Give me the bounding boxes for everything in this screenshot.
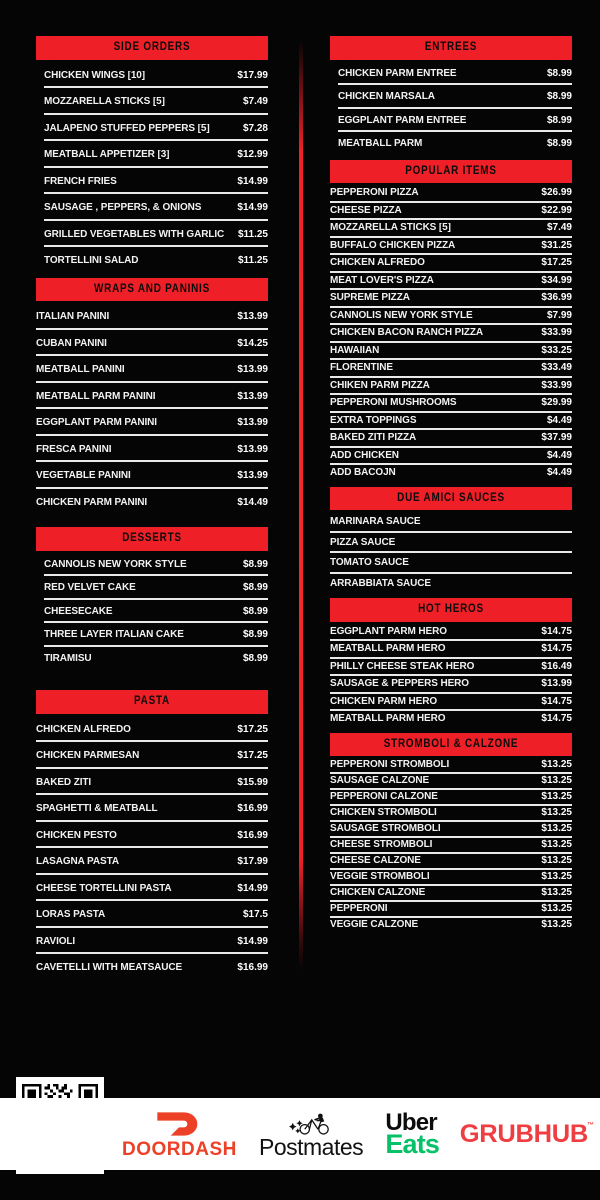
section-items-wraps-and-paninis — [36, 303, 268, 513]
section-header-desserts — [36, 527, 268, 551]
menu-item-row[interactable] — [36, 409, 268, 436]
uber-label: Uber — [385, 1108, 437, 1136]
menu-item-row[interactable] — [330, 255, 572, 273]
menu-item-price: $22.99 — [541, 204, 572, 216]
menu-item-name: CHICKEN MARSALA — [338, 92, 435, 102]
menu-item-price: $8.99 — [242, 605, 268, 617]
delivery-logos — [112, 1098, 600, 1170]
menu-item-price: $33.25 — [541, 344, 572, 356]
section-header-stromboli-and-calzone — [330, 733, 572, 757]
menu-item-row[interactable] — [44, 88, 268, 115]
menu-item-price: $8.99 — [242, 558, 268, 570]
menu-item-name: SAUSAGE STROMBOLI — [330, 824, 441, 834]
menu-item-name: CHICKEN ALFREDO — [36, 724, 131, 735]
menu-item-row[interactable] — [330, 203, 572, 221]
section-header-entrees — [330, 36, 572, 60]
menu-item-price: $13.99 — [237, 390, 268, 402]
menu-item-price: $17.99 — [237, 856, 268, 867]
section-items-due-amici-sauces — [330, 512, 572, 592]
doordash-logo[interactable] — [122, 1109, 237, 1159]
menu-item-price: $8.99 — [242, 629, 268, 640]
menu-item-price: $16.99 — [237, 962, 268, 973]
menu-item-name: PEPPERONI MUSHROOMS — [330, 398, 457, 408]
menu-item-price: $14.99 — [237, 175, 268, 187]
menu-item-row[interactable] — [338, 62, 572, 86]
menu-item-row[interactable] — [44, 168, 268, 195]
menu-item-row[interactable] — [330, 790, 572, 806]
menu-item-name: VEGGIE STROMBOLI — [330, 872, 430, 882]
section-items-pasta — [36, 716, 268, 979]
menu-item-row[interactable] — [44, 194, 268, 221]
menu-item-price: $7.28 — [242, 122, 268, 134]
menu-item-row[interactable] — [330, 758, 572, 774]
menu-item-row[interactable] — [330, 641, 572, 659]
menu-item-row[interactable] — [330, 512, 572, 533]
menu-item-row[interactable] — [330, 838, 572, 854]
menu-item-price: $14.75 — [541, 643, 572, 654]
menu-item-name: ARRABBIATA SAUCE — [330, 578, 431, 589]
menu-item-name: MEAT LOVER'S PIZZA — [330, 275, 434, 286]
menu-item-price: $14.99 — [237, 882, 268, 894]
menu-item-row[interactable] — [330, 774, 572, 790]
menu-item-name: THREE LAYER ITALIAN CAKE — [44, 630, 184, 640]
menu-item-name: CHICKEN PARM HERO — [330, 696, 438, 707]
menu-item-price: $36.99 — [541, 292, 572, 303]
menu-item-row[interactable] — [36, 742, 268, 769]
menu-item-price: $33.99 — [541, 327, 572, 338]
grubhub-trademark: ™ — [586, 1121, 594, 1129]
menu-item-row[interactable] — [330, 413, 572, 431]
menu-item-price: $13.25 — [541, 855, 572, 866]
menu-item-price: $8.99 — [242, 652, 268, 664]
section-items-desserts — [36, 553, 268, 669]
section-items-stromboli-and-calzone — [330, 758, 572, 932]
menu-item-name: SPAGHETTI & MEATBALL — [36, 804, 158, 814]
postmates-logo[interactable] — [259, 1110, 363, 1159]
menu-item-price: $33.99 — [541, 379, 572, 391]
section-header-wraps-and-paninis — [36, 278, 268, 302]
grubhub-logo[interactable] — [460, 1119, 594, 1148]
menu-item-row[interactable] — [330, 624, 572, 642]
menu-item-name: CANNOLIS NEW YORK STYLE — [330, 310, 473, 321]
menu-item-name: MEATBALL PANINI — [36, 365, 125, 375]
menu-item-price: $14.49 — [237, 496, 268, 508]
section-items-popular-items — [330, 185, 572, 481]
menu-item-name: CHICKEN BACON RANCH PIZZA — [330, 328, 484, 338]
left-menu-column — [0, 36, 300, 1200]
menu-item-row[interactable] — [36, 875, 268, 902]
menu-item-row[interactable] — [330, 870, 572, 886]
menu-item-price: $17.25 — [237, 723, 268, 735]
section-title: POPULAR ITEMS — [347, 160, 555, 184]
menu-item-row[interactable] — [330, 448, 572, 466]
menu-item-price: $13.25 — [541, 759, 572, 770]
menu-item-name: FRENCH FRIES — [44, 176, 117, 187]
menu-item-price: $14.99 — [237, 202, 268, 213]
menu-item-name: TOMATO SAUCE — [330, 558, 409, 568]
menu-item-name: TORTELLINI SALAD — [44, 256, 139, 266]
menu-item-name: CHICKEN CALZONE — [330, 888, 426, 898]
menu-item-row[interactable] — [36, 356, 268, 383]
section-items-hot-heros — [330, 624, 572, 727]
menu-item-name: MEATBALL PARM HERO — [330, 644, 446, 654]
menu-item-row[interactable] — [36, 330, 268, 357]
menu-item-price: $7.49 — [242, 96, 268, 107]
menu-item-row[interactable] — [330, 325, 572, 343]
menu-item-price: $4.49 — [546, 414, 572, 426]
menu-item-price: $13.99 — [541, 678, 572, 689]
menu-item-row[interactable] — [338, 109, 572, 133]
menu-item-price: $13.99 — [237, 470, 268, 481]
menu-item-row[interactable] — [36, 822, 268, 849]
menu-item-row[interactable] — [330, 395, 572, 413]
menu-item-price: $13.25 — [541, 839, 572, 850]
menu-item-price: $13.99 — [237, 311, 268, 322]
menu-item-name: ITALIAN PANINI — [36, 312, 110, 322]
menu-item-row[interactable] — [44, 623, 268, 647]
menu-item-name: CHICKEN PARM ENTREE — [338, 68, 457, 79]
menu-item-row[interactable] — [330, 308, 572, 326]
menu-item-row[interactable] — [330, 360, 572, 378]
menu-item-row[interactable] — [330, 711, 572, 727]
menu-item-price: $8.99 — [242, 582, 268, 593]
menu-item-row[interactable] — [44, 247, 268, 272]
menu-item-name: CHICKEN PARMESAN — [36, 751, 140, 761]
section-title: WRAPS AND PANINIS — [52, 278, 252, 302]
section-header-due-amici-sauces — [330, 487, 572, 511]
menu-item-price: $8.99 — [546, 114, 572, 126]
menu-item-price: $8.99 — [546, 91, 572, 102]
menu-item-price: $16.49 — [541, 660, 572, 672]
menu-item-name: CHEESE PIZZA — [330, 205, 402, 216]
menu-item-row[interactable] — [44, 576, 268, 600]
menu-item-price: $8.99 — [546, 67, 572, 79]
eats-label: Eats — [385, 1128, 440, 1159]
menu-item-name: CHICKEN PARM PANINI — [36, 497, 148, 508]
menu-item-row[interactable] — [330, 806, 572, 822]
menu-item-price: $14.75 — [541, 713, 572, 724]
menu-item-name: RAVIOLI — [36, 936, 76, 947]
section-title: SIDE ORDERS — [52, 36, 252, 60]
menu-item-price: $17.25 — [237, 750, 268, 761]
menu-item-name: PEPPERONI — [330, 904, 388, 914]
menu-item-name: JALAPENO STUFFED PEPPERS [5] — [44, 123, 210, 134]
menu-item-price: $13.25 — [541, 871, 572, 882]
menu-item-name: PEPPERONI STROMBOLI — [330, 760, 450, 770]
menu-item-name: TIRAMISU — [44, 653, 92, 664]
menu-item-row[interactable] — [44, 221, 268, 248]
section-title: DESSERTS — [52, 527, 252, 551]
section-header-popular-items — [330, 160, 572, 184]
menu-item-name: SAUSAGE CALZONE — [330, 776, 430, 786]
menu-item-price: $12.99 — [237, 149, 268, 160]
menu-item-name: LASAGNA PASTA — [36, 857, 119, 867]
menu-item-row[interactable] — [330, 659, 572, 677]
menu-item-price: $14.25 — [237, 337, 268, 349]
menu-item-row[interactable] — [338, 85, 572, 109]
menu-item-name: MEATBALL APPETIZER [3] — [44, 150, 170, 160]
menu-item-price: $26.99 — [541, 187, 572, 198]
menu-item-price: $14.75 — [541, 625, 572, 637]
menu-item-name: HAWAIIAN — [330, 345, 380, 356]
section-title: STROMBOLI & CALZONE — [347, 733, 555, 757]
menu-item-name: BAKED ZITI PIZZA — [330, 433, 417, 443]
menu-item-name: GRILLED VEGETABLES WITH GARLIC — [44, 229, 225, 240]
menu-item-name: MOZZARELLA STICKS [5] — [330, 223, 451, 233]
menu-item-name: RED VELVET CAKE — [44, 583, 136, 593]
menu-item-name: CHEESE STROMBOLI — [330, 840, 433, 850]
menu-item-name: CUBAN PANINI — [36, 338, 107, 349]
menu-item-price: $13.99 — [237, 417, 268, 428]
menu-item-price: $13.25 — [541, 919, 572, 930]
menu-item-name: PEPPERONI CALZONE — [330, 792, 438, 802]
menu-item-name: FLORENTINE — [330, 363, 393, 373]
section-title: DUE AMICI SAUCES — [347, 487, 555, 511]
menu-item-name: PHILLY CHEESE STEAK HERO — [330, 661, 475, 672]
menu-item-row[interactable] — [36, 954, 268, 979]
menu-item-row[interactable] — [330, 290, 572, 308]
menu-item-name: CHICKEN WINGS [10] — [44, 70, 145, 81]
menu-item-row[interactable] — [330, 185, 572, 203]
menu-item-name: PEPPERONI PIZZA — [330, 188, 419, 198]
menu-item-name: EGGPLANT PARM PANINI — [36, 418, 157, 428]
menu-item-price: $13.99 — [237, 443, 268, 455]
menu-item-price: $13.25 — [541, 791, 572, 802]
menu-item-row[interactable] — [36, 901, 268, 928]
menu-item-row[interactable] — [330, 430, 572, 448]
menu-item-row[interactable] — [36, 489, 268, 514]
menu-item-price: $4.49 — [546, 449, 572, 461]
menu-item-row[interactable] — [36, 769, 268, 796]
menu-item-row[interactable] — [330, 273, 572, 291]
section-header-hot-heros — [330, 598, 572, 622]
menu-item-name: EGGPLANT PARM ENTREE — [338, 115, 467, 126]
menu-item-row[interactable] — [36, 795, 268, 822]
menu-item-price: $31.25 — [541, 239, 572, 251]
menu-item-name: CANNOLIS NEW YORK STYLE — [44, 559, 187, 570]
menu-item-name: EXTRA TOPPINGS — [330, 415, 417, 426]
menu-item-row[interactable] — [44, 600, 268, 624]
menu-item-row[interactable] — [330, 854, 572, 870]
menu-item-row[interactable] — [44, 115, 268, 142]
doordash-label: DOORDASH — [122, 1139, 237, 1160]
menu-item-name: BAKED ZITI — [36, 777, 92, 788]
menu-item-name: ADD CHICKEN — [330, 450, 399, 461]
menu-item-row[interactable] — [330, 465, 572, 481]
menu-item-row[interactable] — [44, 553, 268, 577]
menu-item-name: MOZZARELLA STICKS [5] — [44, 97, 165, 107]
menu-item-name: CHEESE CALZONE — [330, 856, 421, 866]
menu-item-price: $33.49 — [541, 362, 572, 373]
menu-item-name: MEATBALL PARM PANINI — [36, 391, 156, 402]
menu-item-price: $17.25 — [541, 257, 572, 268]
menu-item-row[interactable] — [330, 574, 572, 593]
menu-item-row[interactable] — [44, 647, 268, 669]
menu-item-price: $7.49 — [546, 222, 572, 233]
menu-item-price: $13.25 — [541, 887, 572, 898]
menu-item-price: $17.99 — [237, 69, 268, 81]
menu-item-price: $13.25 — [541, 775, 572, 786]
menu-item-price: $16.99 — [237, 803, 268, 814]
menu-item-row[interactable] — [36, 848, 268, 875]
menu-item-price: $37.99 — [541, 432, 572, 443]
menu-item-row[interactable] — [330, 220, 572, 238]
section-title: PASTA — [52, 690, 252, 714]
menu-item-name: EGGPLANT PARM HERO — [330, 626, 447, 637]
menu-item-price: $7.99 — [546, 309, 572, 321]
menu-item-price: $8.99 — [546, 138, 572, 149]
menu-item-name: CHEESE TORTELLINI PASTA — [36, 883, 172, 894]
menu-item-row[interactable] — [330, 378, 572, 396]
menu-item-name: ADD BACOJN — [330, 468, 396, 478]
menu-item-price: $34.99 — [541, 274, 572, 286]
menu-item-row[interactable] — [36, 462, 268, 489]
menu-item-price: $13.99 — [237, 364, 268, 375]
postmates-label: Postmates — [259, 1133, 364, 1160]
menu-item-row[interactable] — [338, 132, 572, 154]
menu-item-row[interactable] — [330, 676, 572, 694]
menu-item-price: $4.49 — [546, 467, 572, 478]
menu-item-name: SAUSAGE & PEPPERS HERO — [330, 679, 469, 689]
menu-item-row[interactable] — [330, 238, 572, 256]
menu-item-price: $13.25 — [541, 823, 572, 834]
postmates-cyclist-icon — [286, 1110, 336, 1136]
menu-item-name: MEATBALL PARM — [338, 139, 423, 149]
menu-item-row[interactable] — [330, 343, 572, 361]
menu-item-price: $17.5 — [242, 909, 268, 920]
menu-item-name: CHICKEN STROMBOLI — [330, 808, 437, 818]
menu-item-name: PIZZA SAUCE — [330, 537, 396, 548]
section-header-side-orders — [36, 36, 268, 60]
uber-eats-logo[interactable] — [385, 1108, 440, 1159]
section-title: HOT HEROS — [347, 598, 555, 622]
right-menu-column — [300, 36, 600, 1200]
menu-item-name: CHEESECAKE — [44, 606, 113, 617]
menu-item-row[interactable] — [330, 918, 572, 932]
grubhub-label: GRUBHUB — [460, 1119, 589, 1148]
doordash-logo-icon — [151, 1109, 207, 1139]
menu-item-row[interactable] — [36, 716, 268, 743]
menu-item-name: FRESCA PANINI — [36, 444, 112, 455]
menu-item-name: CHICKEN ALFREDO — [330, 258, 425, 268]
menu-item-row[interactable] — [330, 694, 572, 712]
menu-item-row[interactable] — [330, 886, 572, 902]
menu-item-row[interactable] — [330, 533, 572, 554]
section-header-pasta — [36, 690, 268, 714]
menu-item-row[interactable] — [330, 902, 572, 918]
menu-item-row[interactable] — [36, 436, 268, 463]
menu-item-name: MARINARA SAUCE — [330, 517, 421, 527]
menu-item-name: CHICKEN PESTO — [36, 830, 117, 841]
menu-item-price: $16.99 — [237, 829, 268, 841]
section-items-entrees — [330, 62, 572, 154]
menu-item-name: SUPREME PIZZA — [330, 293, 410, 303]
menu-item-row[interactable] — [36, 303, 268, 330]
menu-item-price: $29.99 — [541, 397, 572, 408]
menu-item-price: $14.99 — [237, 935, 268, 947]
menu-item-price: $15.99 — [237, 776, 268, 788]
menu-item-price: $11.25 — [237, 228, 268, 240]
menu-item-name: LORAS PASTA — [36, 910, 106, 920]
section-items-side-orders — [36, 62, 268, 272]
menu-item-name: BUFFALO CHICKEN PIZZA — [330, 240, 456, 251]
menu-item-price: $11.25 — [237, 255, 268, 266]
menu-item-row[interactable] — [330, 822, 572, 838]
menu-item-row[interactable] — [36, 928, 268, 955]
menu-item-price: $13.25 — [541, 903, 572, 914]
menu-item-name: CAVETELLI WITH MEATSAUCE — [36, 963, 183, 973]
menu-item-row[interactable] — [330, 553, 572, 574]
menu-item-row[interactable] — [44, 141, 268, 168]
menu-item-row[interactable] — [36, 383, 268, 410]
menu-item-name: MEATBALL PARM HERO — [330, 714, 446, 724]
menu-item-name: SAUSAGE , PEPPERS, & ONIONS — [44, 203, 202, 213]
menu-item-name: VEGGIE CALZONE — [330, 920, 419, 930]
menu-item-price: $14.75 — [541, 695, 572, 707]
menu-item-name: CHIKEN PARM PIZZA — [330, 380, 430, 391]
menu-item-name: VEGETABLE PANINI — [36, 471, 131, 481]
menu-item-row[interactable] — [44, 62, 268, 89]
menu-item-price: $13.25 — [541, 807, 572, 818]
section-title: ENTREES — [347, 36, 555, 60]
